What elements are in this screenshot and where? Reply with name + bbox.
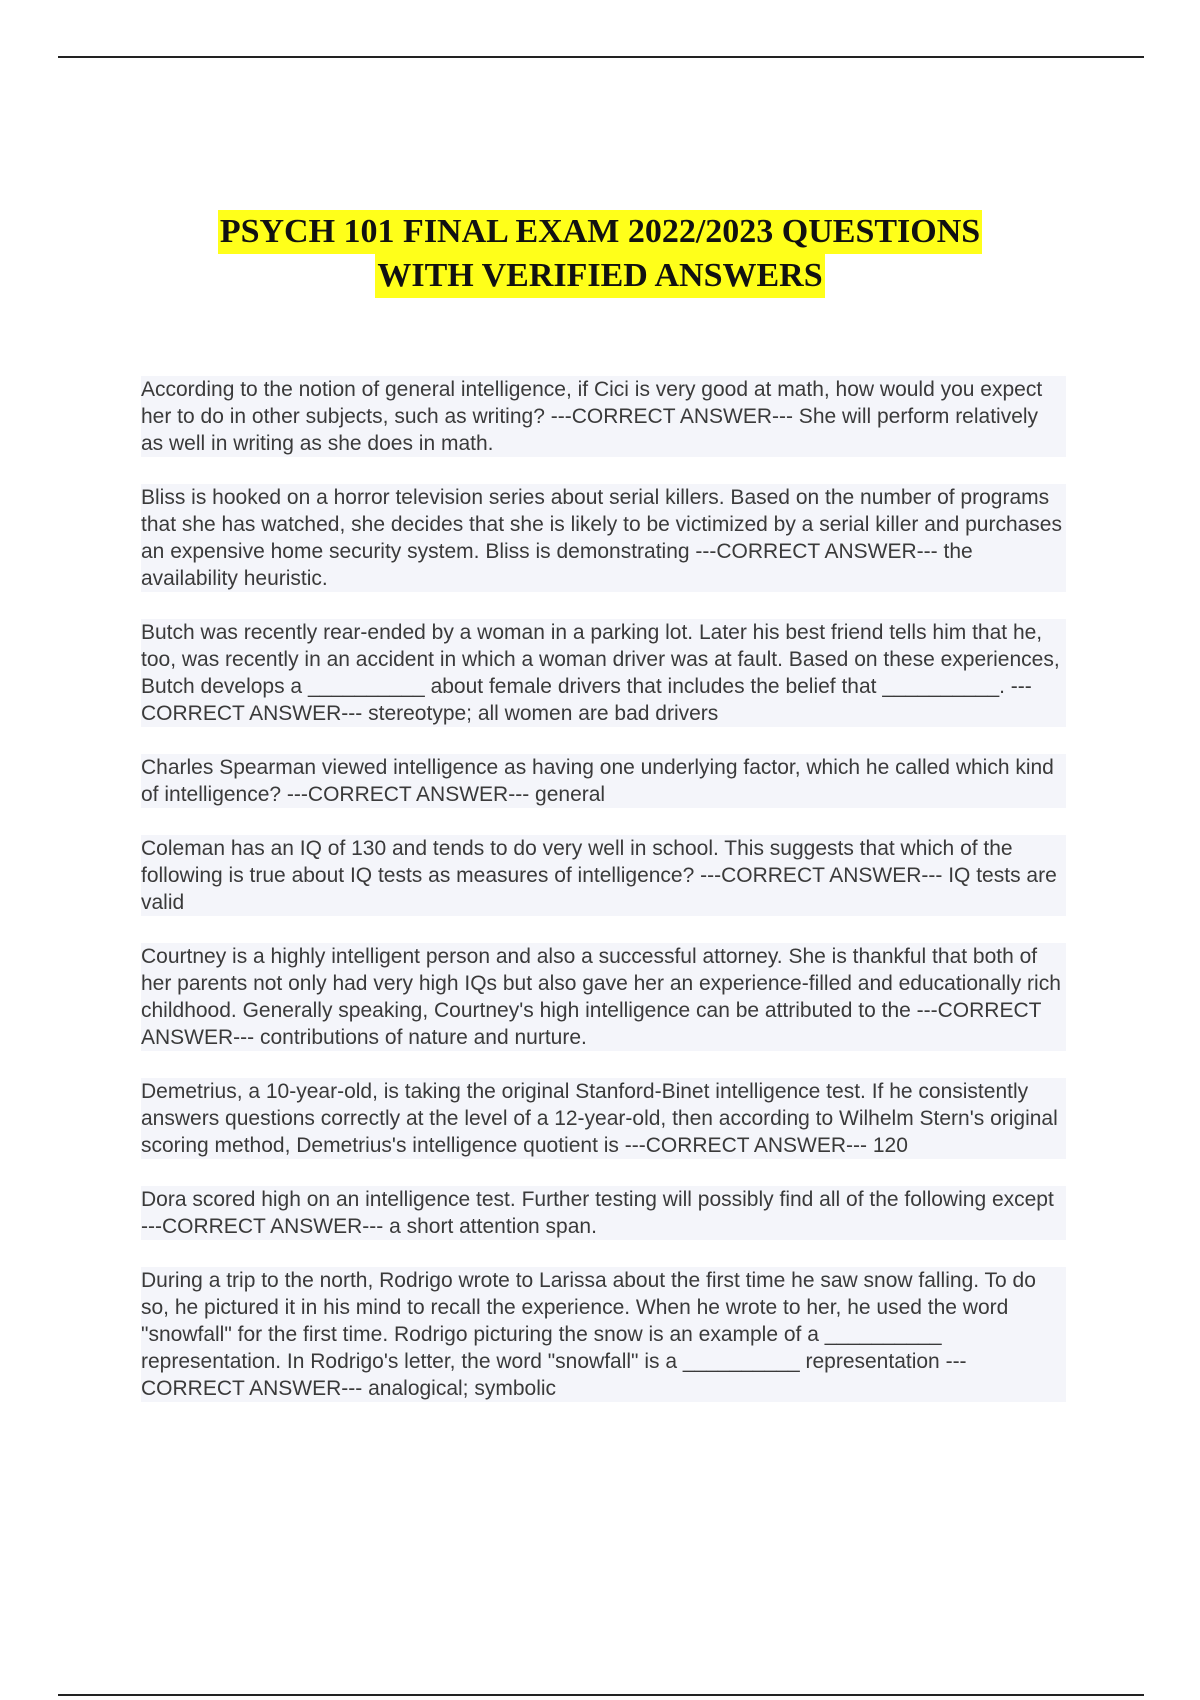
question-answer-list — [141, 376, 1066, 1429]
qa-item: During a trip to the north, Rodrigo wrote to Larissa about the first time he saw snow falling. To do so, he pictured it in his mind to recall the experience. When he wrote to her, he used the word "snowfall" for the first time. Rodrigo picturing the snow is an example of a __________ representation. In Rodrigo's letter, the word "snowfall" is a __________ representation ---CORRECT ANSWER--- analogical; symbolic — [141, 1267, 1066, 1402]
qa-item: Demetrius, a 10-year-old, is taking the original Stanford-Binet intelligence test. If he consistently answers questions correctly at the level of a 12-year-old, then according to Wilhelm Stern's original scoring method, Demetrius's intelligence quotient is ---CORRECT ANSWER--- 120 — [141, 1078, 1066, 1159]
qa-item: Dora scored high on an intelligence test. Further testing will possibly find all of the following except ---CORRECT ANSWER--- a short attention span. — [141, 1186, 1066, 1240]
qa-item: Bliss is hooked on a horror television series about serial killers. Based on the number of programs that she has watched, she decides that she is likely to be victimized by a serial killer and purchases an expensive home security system. Bliss is demonstrating ---CORRECT ANSWER--- the availability heuristic. — [141, 484, 1066, 592]
qa-item: Charles Spearman viewed intelligence as having one underlying factor, which he called which kind of intelligence? ---CORRECT ANSWER--- general — [141, 754, 1066, 808]
qa-item: Coleman has an IQ of 130 and tends to do very well in school. This suggests that which of the following is true about IQ tests as measures of intelligence? ---CORRECT ANSWER--- IQ tests are valid — [141, 835, 1066, 916]
qa-item: Courtney is a highly intelligent person and also a successful attorney. She is thankful that both of her parents not only had very high IQs but also gave her an experience-filled and educationally rich childhood. Generally speaking, Courtney's high intelligence can be attributed to the ---CORRECT ANSWER--- contributions of nature and nurture. — [141, 943, 1066, 1051]
qa-item: Butch was recently rear-ended by a woman in a parking lot. Later his best friend tells him that he, too, was recently in an accident in which a woman driver was at fault. Based on these experiences, Butch develops a __________ about female drivers that includes the belief that __________. ---CORRECT ANSWER--- stereotype; all women are bad drivers — [141, 619, 1066, 727]
document-title — [0, 210, 1200, 298]
bottom-rule — [58, 1694, 1144, 1696]
title-line-2: WITH VERIFIED ANSWERS — [375, 254, 824, 298]
qa-item: According to the notion of general intelligence, if Cici is very good at math, how would you expect her to do in other subjects, such as writing? ---CORRECT ANSWER--- She will perform relatively as well in writing as she does in math. — [141, 376, 1066, 457]
title-line-1: PSYCH 101 FINAL EXAM 2022/2023 QUESTIONS — [218, 210, 982, 254]
top-rule — [58, 56, 1144, 58]
